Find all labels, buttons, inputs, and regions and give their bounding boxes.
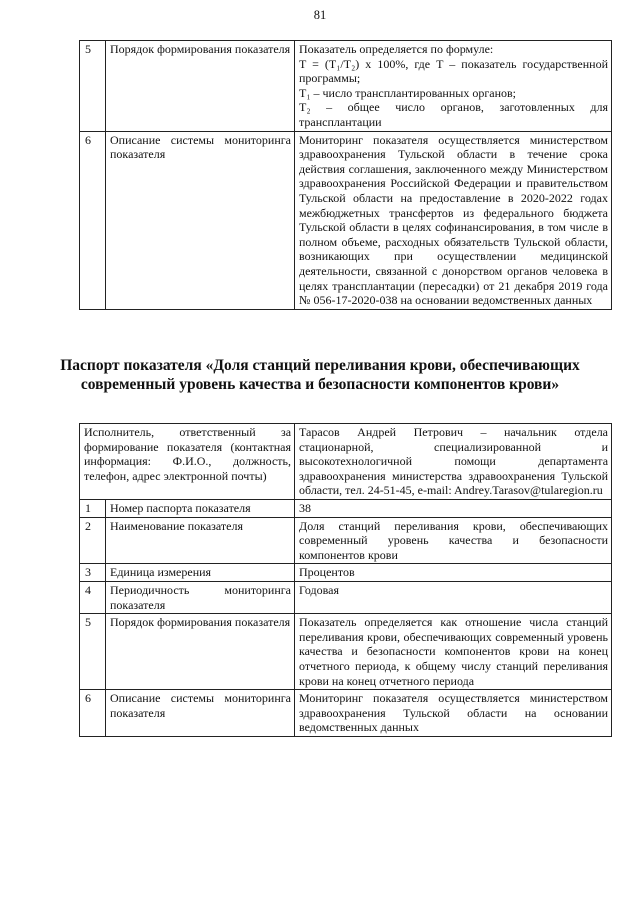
table-row xyxy=(80,614,612,690)
row-number: 5 xyxy=(80,614,106,690)
table-row xyxy=(80,690,612,737)
indicator-passport-table xyxy=(79,423,612,737)
row-value: Мониторинг показателя осуществляется министерством здравоохранения Тульской области на основании ведомственных данных xyxy=(295,690,612,737)
row-value: Годовая xyxy=(295,581,612,613)
row-label: Порядок формирования показателя xyxy=(106,41,295,132)
row-number: 6 xyxy=(80,690,106,737)
row-label: Единица измерения xyxy=(106,564,295,582)
section-title: Паспорт показателя «Доля станций переливания крови, обеспечивающих современный уровень качества и безопасности компонентов крови» xyxy=(60,357,580,393)
row-number: 4 xyxy=(80,581,106,613)
row-label: Описание системы мониторинга показателя xyxy=(106,690,295,737)
row-label: Наименование показателя xyxy=(106,517,295,564)
row-number: 2 xyxy=(80,517,106,564)
table-row xyxy=(80,581,612,613)
table-row xyxy=(80,131,612,309)
page-number: 81 xyxy=(313,8,327,22)
row-number: 1 xyxy=(80,499,106,517)
row-label: Описание системы мониторинга показателя xyxy=(106,131,295,309)
row-number: 3 xyxy=(80,564,106,582)
row-value: Показатель определяется как отношение числа станций переливания крови, обеспечивающих современный уровень качества и безопасности компонентов крови на конец отчетного периода, к общему числу станций переливания крови на конец отчетного периода xyxy=(295,614,612,690)
table-row xyxy=(80,499,612,517)
indicator-table-continued xyxy=(79,40,612,310)
formula-definition: T = (T₁/T₂) x 100%, где T – показатель государственной программы; xyxy=(299,56,608,86)
table-row xyxy=(80,564,612,582)
row-value: Мониторинг показателя осуществляется министерством здравоохранения Тульской области в течение срока действия соглашения, заключенного между Министерством здравоохранения Российской Федерации и правительством Тульской области на предоставление в 2020-2022 годах межбюджетных трансфертов из федерального бюджета Тульской области в целях софинансирования, в том числе в полном объеме, расходных обязательств Тульской области, возникающих при осуществлении медицинской деятельности, связанной с донорством органов человека в целях трансплантации (пересадки) от 21 декабря 2019 года № 056-17-2020-038 на основании ведомственных данных xyxy=(295,131,612,309)
formula-t1: T₁ – число трансплантированных органов; xyxy=(299,85,516,100)
row-label: Периодичность мониторинга показателя xyxy=(106,581,295,613)
table-row xyxy=(80,517,612,564)
executor-row xyxy=(80,424,612,500)
table-row xyxy=(80,41,612,132)
executor-value: Тарасов Андрей Петрович – начальник отдела стационарной, специализированной и высокотехнологичной помощи департамента здравоохранения министерства здравоохранения Тульской области, тел. 24-51-45, e-mail: Andrey.Tarasov@tularegion.ru xyxy=(295,424,612,500)
row-number: 5 xyxy=(80,41,106,132)
row-value: Доля станций переливания крови, обеспечивающих современный уровень качества и безопасности компонентов крови xyxy=(295,517,612,564)
formula-intro: Показатель определяется по формуле: xyxy=(299,42,494,56)
row-number: 6 xyxy=(80,131,106,309)
executor-label: Исполнитель, ответственный за формирование показателя (контактная информация: Ф.И.О., должность, телефон, адрес электронной почты) xyxy=(80,424,295,500)
formula-t2: T₂ – общее число органов, заготовленных для трансплантации xyxy=(299,100,608,129)
row-value: Процентов xyxy=(295,564,612,582)
row-value xyxy=(295,41,612,132)
row-label: Порядок формирования показателя xyxy=(106,614,295,690)
row-label: Номер паспорта показателя xyxy=(106,499,295,517)
row-value: 38 xyxy=(295,499,612,517)
